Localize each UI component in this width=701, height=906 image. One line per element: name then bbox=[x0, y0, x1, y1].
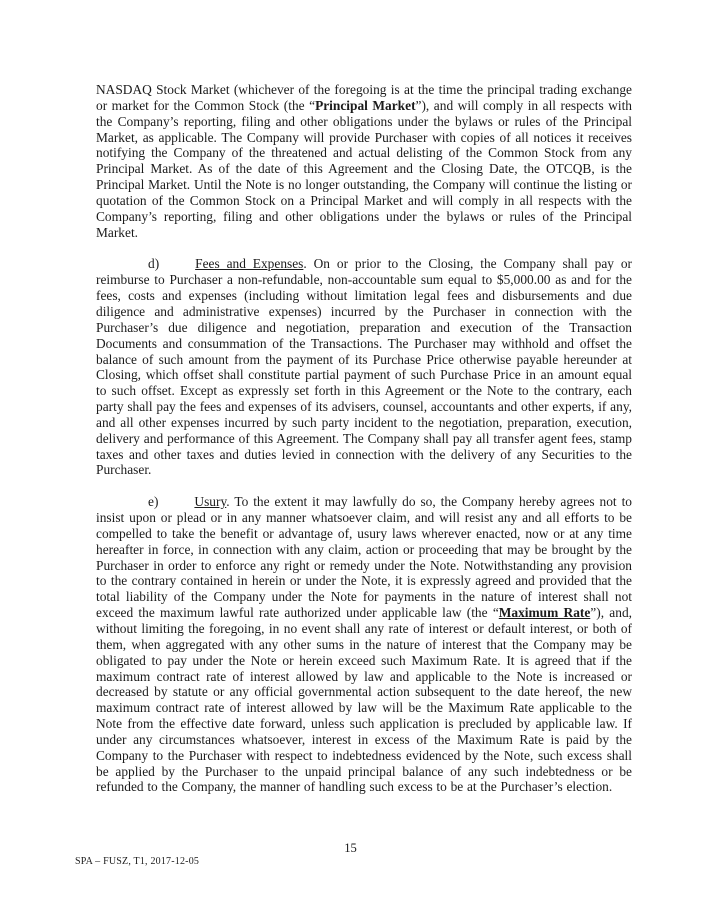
defined-term-principal-market: Principal Market bbox=[315, 97, 416, 113]
section-d-fees-and-expenses bbox=[96, 256, 632, 478]
section-e-usury bbox=[96, 494, 632, 795]
page-number: 15 bbox=[344, 841, 357, 855]
section-heading-usury: Usury bbox=[194, 494, 227, 510]
paragraph-text: . To the extent it may lawfully do so, the Company hereby agrees not to insist upon or plead or in any manner whatsoever claim, and will resist any and all efforts to be compelled to take the benefit or advantage of, usury laws wherever enacted, now or at any time hereafter in force, in connection with any claim, action or proceeding that may be brought by the Purchaser in order to enforce any right or remedy under the Note. Notwithstanding any provision to the contrary contained in herein or under the Note, it is expressly agreed and provided that the total liability of the Company under the Note for payments in the nature of interest shall not exceed the maximum lawful rate authorized under applicable law (the “ bbox=[96, 494, 632, 621]
paragraph-text: NASDAQ Stock Market (whichever of the foregoing is at the time the principal trading exchange or market for the Common Stock (the “ bbox=[96, 82, 632, 113]
section-label: d) bbox=[148, 256, 160, 272]
section-label: e) bbox=[148, 494, 159, 510]
defined-term-maximum-rate: Maximum Rate bbox=[498, 605, 591, 621]
paragraph-text: ”), and, without limiting the foregoing, in no event shall any rate of interest or default interest, or both of them, when aggregated with any other sums in the nature of interest that the Company may be obligated to pay under the Note or herein exceed such Maximum Rate. It is agreed that if the maximum contract rate of interest allowed by law and applicable to the Note is increased or decreased by statute or any official governmental action subsequent to the date hereof, the new maximum contract rate of interest allowed by law will be the Maximum Rate applicable to the Note from the effective date forward, unless such application is precluded by applicable law. If under any circumstances whatsoever, interest in excess of the Maximum Rate is paid by the Company to the Purchaser with respect to indebtedness evidenced by the Note, such excess shall be applied by the Purchaser to the unpaid principal balance of any such indebtedness or be refunded to the Company, the manner of handling such excess to be at the Purchaser’s election. bbox=[96, 605, 632, 795]
document-body bbox=[96, 82, 632, 795]
footer-doc-id: SPA – FUSZ, T1, 2017-12-05 bbox=[75, 856, 200, 867]
paragraph-text: . On or prior to the Closing, the Company shall pay or reimburse to Purchaser a non-refundable, non-accountable sum equal to $5,000.00 as and for the fees, costs and expenses (including without limitation legal fees and disbursements and due diligence and administrative expenses) incurred by the Purchaser in connection with the Purchaser’s due diligence and negotiation, preparation and execution of the Transaction Documents and consummation of the Transactions. The Purchaser may withhold and offset the balance of such amount from the payment of its Purchase Price otherwise payable hereunder at Closing, which offset shall constitute partial payment of such Purchase Price in an amount equal to such offset. Except as expressly set forth in this Agreement or the Note to the contrary, each party shall pay the fees and expenses of its advisers, counsel, accountants and other experts, if any, and all other expenses incurred by such party incident to the negotiation, preparation, execution, delivery and performance of this Agreement. The Company shall pay all transfer agent fees, stamp taxes and other taxes and duties levied in connection with the delivery of any Securities to the Purchaser. bbox=[96, 256, 633, 478]
paragraph-text: ”), and will comply in all respects with the Company’s reporting, filing and other obligations under the bylaws or rules of the Principal Market, as applicable. The Company will provide Purchaser with copies of all notices it receives notifying the Company of the threatened and actual delisting of the Common Stock from any Principal Market. As of the date of this Agreement and the Closing Date, the OTCQB, is the Principal Market. Until the Note is no longer outstanding, the Company will continue the listing or quotation of the Common Stock on a Principal Market and will comply in all respects with the Company’s reporting, filing and other obligations under the bylaws or rules of the Principal Market. bbox=[96, 97, 632, 240]
paragraph-principal-market bbox=[96, 82, 632, 240]
section-heading-fees-and-expenses: Fees and Expenses bbox=[195, 256, 304, 272]
